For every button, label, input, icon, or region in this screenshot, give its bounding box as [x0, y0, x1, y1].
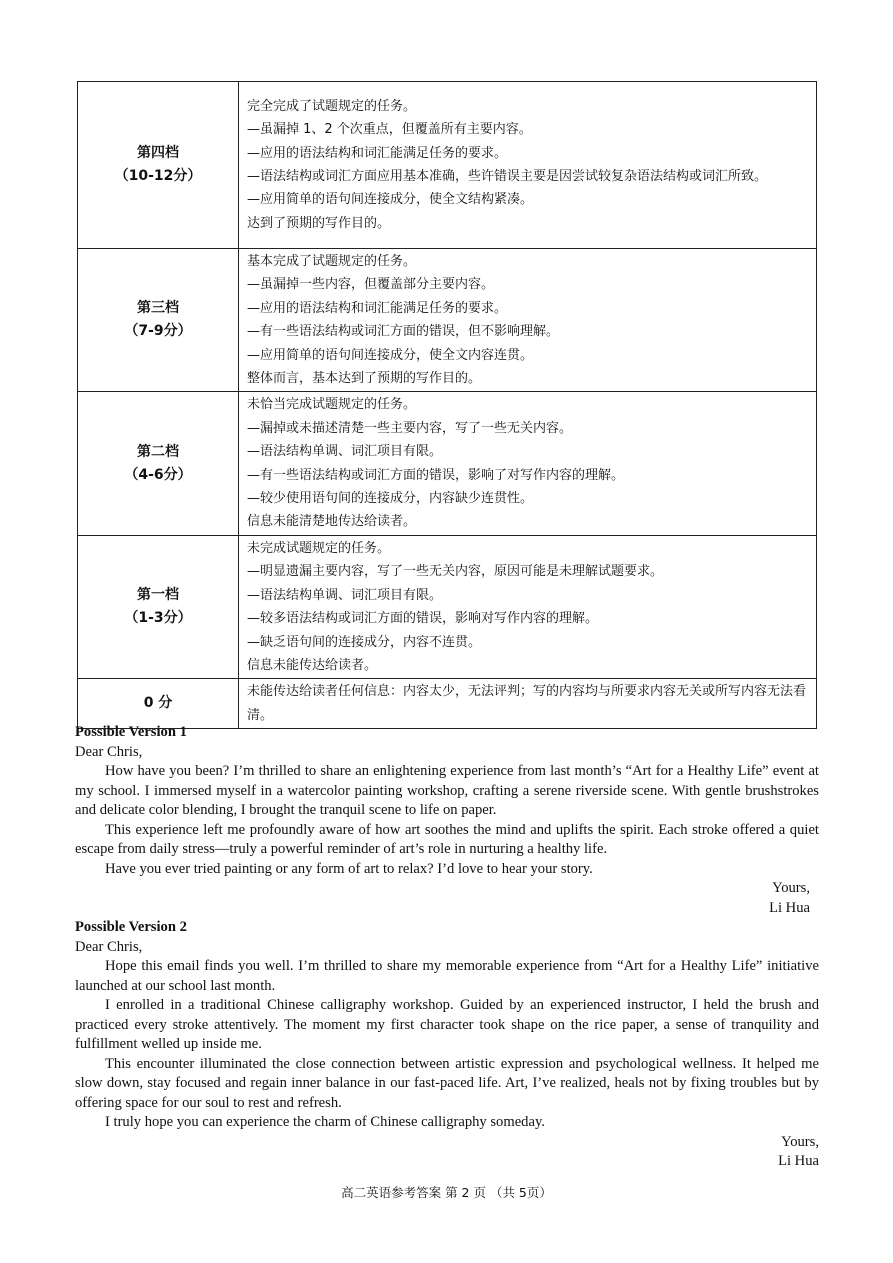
rubric-line: —语法结构单调、词汇项目有限。 [247, 444, 443, 460]
sample-version-2 [75, 918, 819, 1172]
rubric-line: 信息未能传达给读者。 [247, 657, 378, 673]
rubric-row-level-0 [78, 679, 817, 729]
rubric-line: 达到了预期的写作目的。 [247, 215, 391, 231]
scoring-rubric-table [77, 81, 817, 729]
letter-paragraph: I truly hope you can experience the charm of Chinese calligraphy someday. [105, 1114, 545, 1130]
letter-signature: Li Hua [769, 899, 810, 916]
rubric-level-name: 第一档 [137, 587, 179, 604]
sample-essays [75, 723, 819, 1172]
rubric-line: 基本完成了试题规定的任务。 [247, 254, 417, 269]
letter-closing: Yours, [772, 880, 810, 896]
rubric-description-cell [239, 535, 817, 678]
rubric-level-name: 0 分 [143, 695, 173, 712]
rubric-line: —有一些语法结构或词汇方面的错误，但不影响理解。 [247, 324, 560, 340]
rubric-line: —语法结构单调、词汇项目有限。 [247, 587, 443, 603]
letter-paragraph: This experience left me profoundly aware of how art soothes the mind and uplifts the spirit. Each stroke offered a quiet escape from daily stress—truly a powerful reminder of art’s role in nurturing a healthy life. [75, 821, 819, 857]
rubric-line: 未恰当完成试题规定的任务。 [247, 397, 417, 413]
rubric-line: 未完成试题规定的任务。 [247, 540, 391, 556]
page-footer: 高二英语参考答案 第 2 页 （共 5页） [341, 1185, 552, 1200]
sample-version-1 [75, 723, 819, 918]
letter-paragraph: I enrolled in a traditional Chinese calligraphy workshop. Guided by an experienced instructor, I held the brush and practiced every stroke attentively. The moment my first character took shape on the rice paper, a sense of tranquility and fulfillment welled up inside me. [75, 997, 819, 1052]
rubric-level-score: （1-3分） [124, 610, 192, 627]
rubric-row-level-2 [78, 392, 817, 535]
letter-paragraph: Have you ever tried painting or any form of art to relax? I’d love to hear your story. [105, 860, 593, 877]
rubric-level-score: （7-9分） [124, 323, 192, 340]
letter-paragraph: Hope this email finds you well. I’m thrilled to share my memorable experience from “Art for a Healthy Life” initiative launched at our school last month. [75, 958, 819, 994]
rubric-description-cell [239, 679, 817, 729]
rubric-line: 未能传达给读者任何信息：内容太少，无法评判；写的内容均与所要求内容无关或所写内容无法看清。 [247, 684, 807, 723]
rubric-line: —应用简单的语句间连接成分，使全文内容连贯。 [247, 347, 534, 363]
rubric-level-cell [78, 249, 239, 392]
rubric-level-name: 第四档 [137, 145, 179, 161]
rubric-line: 完全完成了试题规定的任务。 [247, 98, 417, 114]
rubric-line: —明显遗漏主要内容，写了一些无关内容，原因可能是未理解试题要求。 [247, 564, 664, 580]
rubric-description-cell [239, 82, 817, 249]
rubric-level-cell [78, 82, 239, 249]
rubric-level-name: 第二档 [137, 443, 179, 460]
rubric-line: —漏掉或未描述清楚一些主要内容，写了一些无关内容。 [247, 420, 573, 436]
letter-greeting: Dear Chris, [75, 938, 143, 955]
rubric-level-score: （10-12分） [114, 168, 202, 184]
version-heading: Possible Version 1 [75, 724, 187, 740]
rubric-line: —语法结构或词汇方面应用基本准确，些许错误主要是因尝试较复杂语法结构或词汇所致。 [247, 169, 768, 184]
rubric-level-name: 第三档 [137, 300, 179, 317]
rubric-line: —应用的语法结构和词汇能满足任务的要求。 [247, 145, 508, 161]
letter-greeting: Dear Chris, [75, 743, 143, 760]
rubric-line: —有一些语法结构或词汇方面的错误，影响了对写作内容的理解。 [247, 467, 625, 483]
letter-closing: Yours, [781, 1133, 819, 1150]
version-heading: Possible Version 2 [75, 919, 187, 935]
rubric-level-score: （4-6分） [124, 466, 192, 483]
rubric-row-level-3 [78, 249, 817, 392]
rubric-row-level-1 [78, 535, 817, 678]
letter-paragraph: This encounter illuminated the close connection between artistic expression and psychological wellness. It helped me slow down, stay focused and regain inner balance in our fast-paced life. Art, I’ve realized, heals not by fixing troubles but by offering space for our soul to rest and refresh. [75, 1055, 819, 1111]
rubric-line: —虽漏掉 1、2 个次重点，但覆盖所有主要内容。 [247, 122, 532, 138]
rubric-level-cell [78, 392, 239, 535]
rubric-line: —应用简单的语句间连接成分，使全文结构紧凑。 [247, 192, 534, 208]
rubric-line: —应用的语法结构和词汇能满足任务的要求。 [247, 300, 508, 316]
rubric-line: —较少使用语句间的连接成分，内容缺少连贯性。 [247, 491, 534, 507]
letter-signature: Li Hua [778, 1153, 819, 1169]
rubric-line: —缺乏语句间的连接成分，内容不连贯。 [247, 634, 482, 650]
rubric-description-cell [239, 392, 817, 535]
rubric-level-cell [78, 679, 239, 729]
letter-paragraph: How have you been? I’m thrilled to share an enlightening experience from last month’s “Art for a Healthy Life” event at my school. I immersed myself in a watercolor painting workshop, crafting a serene riverside scene. With gentle brushstrokes and delicate color blending, I brought the tranquil scene to life on paper. [75, 763, 819, 818]
rubric-row-level-4 [78, 82, 817, 249]
rubric-description-cell [239, 249, 817, 392]
rubric-line: —虽漏掉一些内容，但覆盖部分主要内容。 [247, 277, 495, 293]
rubric-level-cell [78, 535, 239, 678]
rubric-line: —较多语法结构或词汇方面的错误，影响对写作内容的理解。 [247, 611, 599, 627]
rubric-line: 整体而言，基本达到了预期的写作目的。 [247, 371, 482, 387]
rubric-line: 信息未能清楚地传达给读者。 [247, 514, 417, 530]
